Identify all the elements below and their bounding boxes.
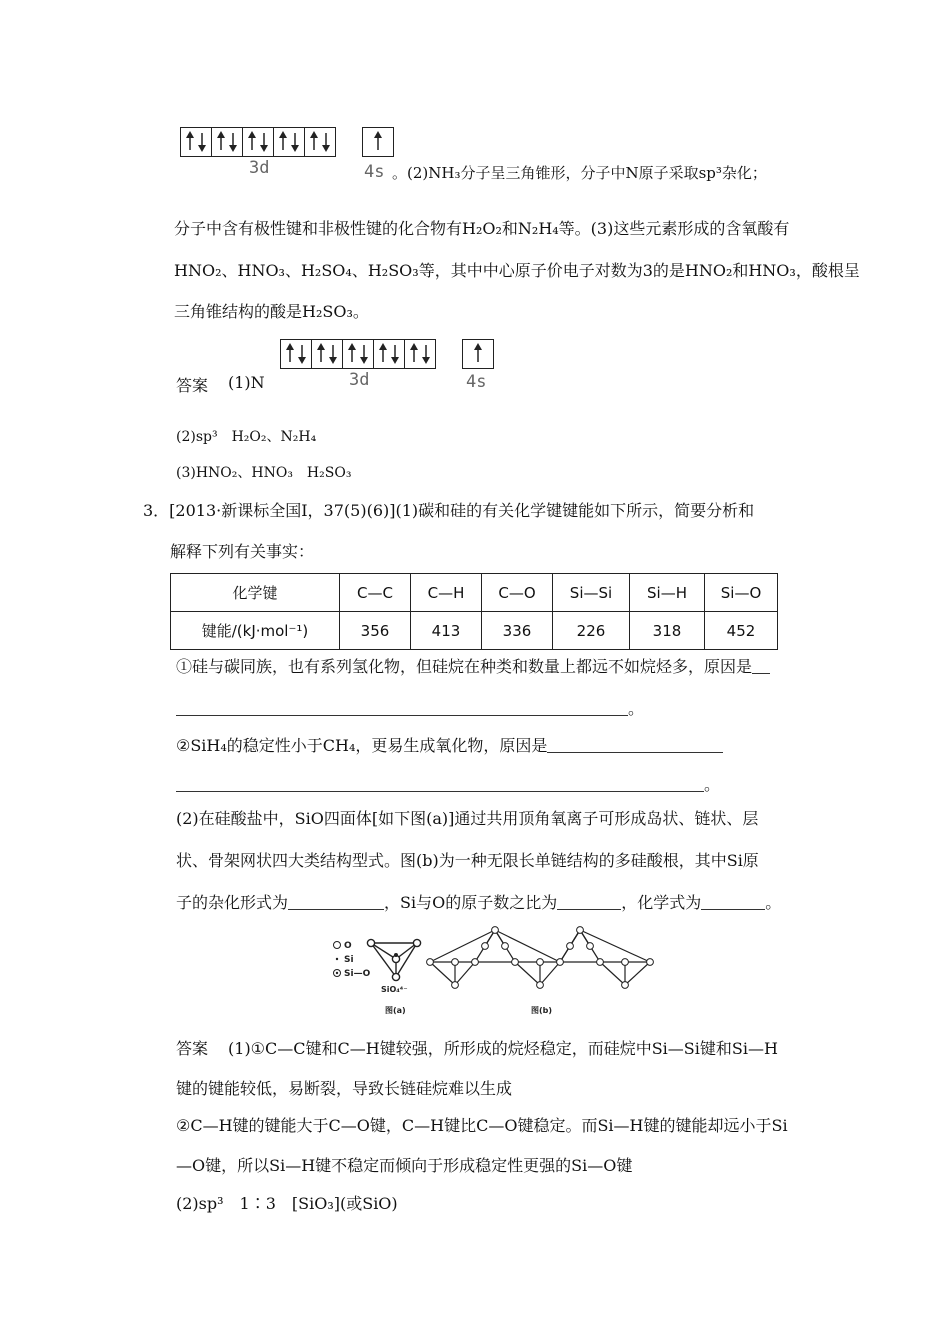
q2-line1: (2)在硅酸盐中，SiO四面体[如下图(a)]通过共用顶角氧离子可形成岛状、链状、层 [176, 809, 759, 828]
answer-item-3: (3)HNO₂、HNO₃ H₂SO₃ [176, 465, 352, 481]
bond-energy-table [170, 573, 778, 650]
q1-line1-text: ①硅与碳同族，也有系列氢化物，但硅烷在种类和数量上都远不如烷烃多，原因是 [176, 657, 753, 676]
question-3-line2: 解释下列有关事实： [170, 542, 315, 561]
bond-cell-5: Si—O [705, 574, 778, 612]
spin-arrow-icon [181, 128, 211, 156]
orbital-4s-box-2 [462, 339, 494, 369]
para1-line3: HNO₂、HNO₃、H₂SO₄、H₂SO₃等，其中中心原子价电子对数为3的是HNO₂和HNO₃，酸根呈 [174, 261, 860, 280]
spin-arrow-icon [374, 340, 404, 368]
legend-o-label: O [344, 941, 352, 951]
q1-line2-cont [176, 772, 720, 795]
silicate-figure [325, 925, 660, 1020]
bond-cell-0: C—C [340, 574, 411, 612]
q1-line1 [176, 654, 770, 677]
bond-cell-1: C—H [411, 574, 482, 612]
answer3-line4: —O键，所以Si—H键不稳定而倾向于形成稳定性更强的Si—O键 [176, 1156, 633, 1175]
table-header-energy: 键能/(kJ·mol⁻¹) [171, 612, 340, 650]
silicate-chain-b [430, 930, 650, 985]
answer-label: 答案 [176, 376, 209, 395]
answer3-line1 [176, 1036, 778, 1059]
bond-cell-2: C—O [482, 574, 553, 612]
tetrahedron-a [367, 939, 420, 980]
orbital-3d-box-2 [280, 339, 436, 369]
spin-arrow-icon [281, 340, 311, 368]
q1-line2-text: ②SiH₄的稳定性小于CH₄，更易生成氧化物，原因是 [176, 736, 548, 755]
q2-line3-b: ，Si与O的原子数之比为 [384, 893, 558, 912]
q2-line3-c: ，化学式为 [621, 893, 702, 912]
table-row [171, 612, 778, 650]
para1-line4: 三角锥结构的酸是H₂SO₃。 [174, 302, 369, 321]
energy-cell-5: 452 [705, 612, 778, 650]
spin-arrow-icon [405, 340, 435, 368]
orbital-4s-label-1: 4s [364, 162, 385, 182]
table-row [171, 574, 778, 612]
legend-sio-label: Si—O [344, 969, 371, 979]
answer3-line1-text: (1)①C—C键和C—H键较强，所形成的烷烃稳定，而硅烷中Si—Si键和Si—H [228, 1039, 778, 1058]
q2-line3-d: 。 [765, 893, 782, 912]
legend-si-label: Si [344, 955, 354, 965]
answer-blank [176, 701, 628, 716]
q2-line3 [176, 890, 781, 913]
answer-blank [752, 659, 770, 674]
energy-cell-0: 356 [340, 612, 411, 650]
energy-cell-1: 413 [411, 612, 482, 650]
answer3-line2: 键的键能较低，易断裂，导致长链硅烷难以生成 [176, 1079, 513, 1098]
energy-cell-3: 226 [553, 612, 630, 650]
table-header-bond: 化学键 [171, 574, 340, 612]
orbital-3d-label-2: 3d [349, 370, 370, 390]
answer3-line5: (2)sp³ 1∶3 [SiO₃](或SiO) [176, 1194, 398, 1213]
orbital-4s-box-1 [362, 127, 394, 157]
answer3-line3: ②C—H键的键能大于C—O键，C—H键比C—O键稳定。而Si—H键的键能却远小于Si [176, 1116, 788, 1135]
q1-end1: 。 [628, 699, 645, 718]
q1-line2 [176, 733, 723, 756]
answer-blank [547, 738, 723, 753]
spin-arrow-icon [305, 128, 335, 156]
orbital-3d-label-1: 3d [249, 158, 270, 178]
answer-item-2: (2)sp³ H₂O₂、N₂H₄ [176, 429, 317, 445]
q2-line3-a: 子的杂化形式为 [176, 893, 289, 912]
energy-cell-2: 336 [482, 612, 553, 650]
q2-line2: 状、骨架网状四大类结构型式。图(b)为一种无限长单链结构的多硅酸根，其中Si原 [176, 851, 759, 870]
spin-arrow-icon [212, 128, 242, 156]
bond-cell-3: Si—Si [553, 574, 630, 612]
para1-line1-end: 。(2)NH₃分子呈三角锥形，分子中N原子采取sp³杂化； [392, 164, 767, 182]
answer-item-1: (1)N [228, 373, 265, 392]
answer-blank [288, 895, 384, 910]
spin-arrow-icon [243, 128, 273, 156]
orbital-4s-label-2: 4s [466, 372, 487, 392]
spin-arrow-icon [363, 128, 393, 156]
spin-arrow-icon [274, 128, 304, 156]
spin-arrow-icon [463, 340, 493, 368]
ion-label: SiO₄⁴⁻ [381, 985, 408, 994]
caption-b: 图(b) [531, 1006, 553, 1015]
q1-line1-cont [176, 696, 644, 719]
spin-arrow-icon [343, 340, 373, 368]
energy-cell-4: 318 [630, 612, 705, 650]
question-3-line1: 3．[2013·新课标全国Ⅰ，37(5)(6)](1)碳和硅的有关化学键键能如下所示，简要分析和 [143, 501, 755, 520]
caption-a: 图(a) [385, 1006, 406, 1015]
spin-arrow-icon [312, 340, 342, 368]
answer3-label: 答案 [176, 1039, 209, 1058]
para1-line2: 分子中含有极性键和非极性键的化合物有H₂O₂和N₂H₄等。(3)这些元素形成的含氧酸有 [174, 219, 790, 238]
q1-end2: 。 [704, 775, 721, 794]
bond-cell-4: Si—H [630, 574, 705, 612]
answer-blank [557, 895, 621, 910]
orbital-3d-box-1 [180, 127, 336, 157]
answer-blank [701, 895, 765, 910]
answer-blank [176, 777, 704, 792]
